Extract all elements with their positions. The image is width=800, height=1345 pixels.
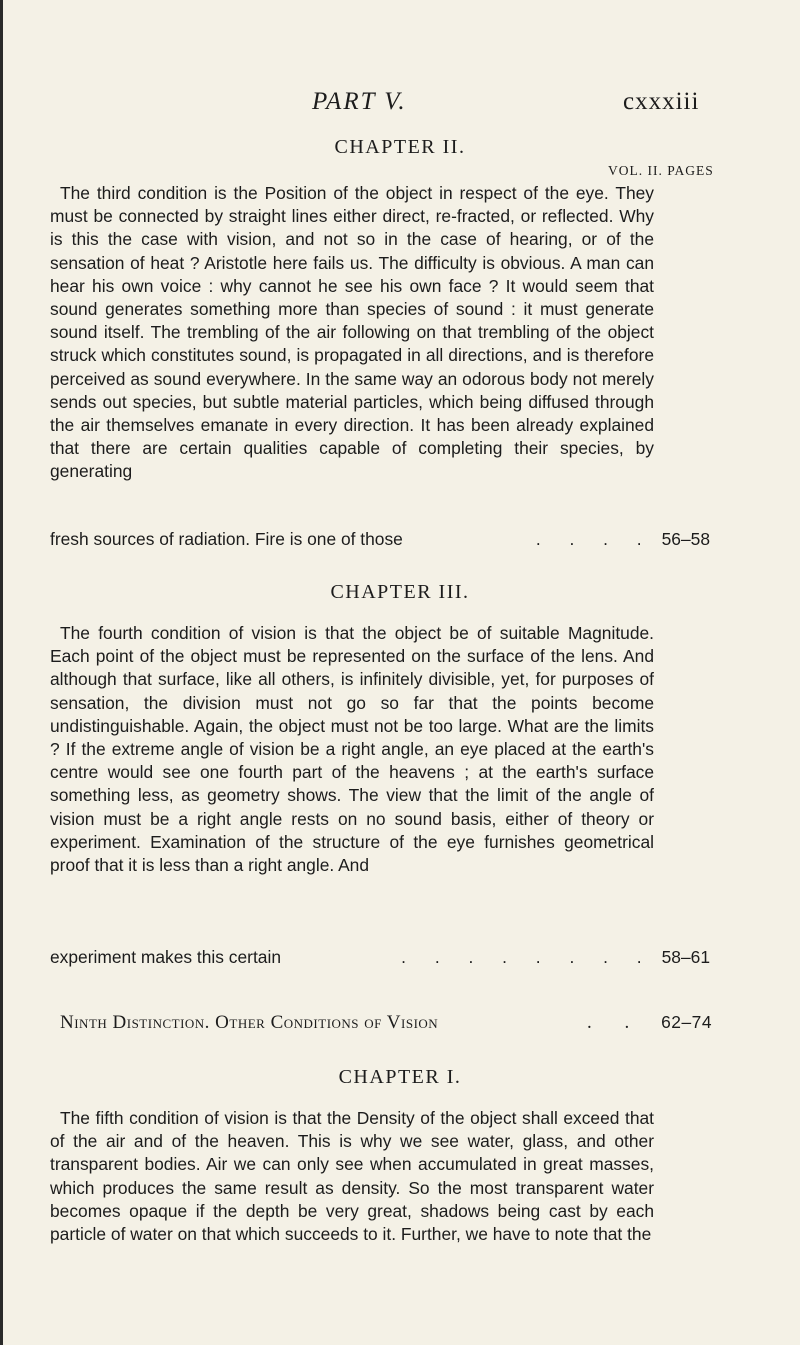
chapter-iii-pages: 58–61 (661, 947, 710, 967)
chapter-ii-pages: 56–58 (661, 529, 710, 549)
chapter-iii-heading: CHAPTER III. (330, 581, 470, 603)
chapter-ii-leaders: . . . . (535, 529, 654, 549)
chapter-iii-leaders: . . . . . . . . (401, 947, 654, 967)
page-edge-shadow (0, 0, 3, 1345)
chapter-iii-last-line-text: experiment makes this certain (50, 947, 282, 967)
ninth-distinction-title: Ninth Distinction. Other Conditions of Vision (60, 1012, 439, 1033)
ninth-distinction-entry (60, 1012, 712, 1034)
chapter-iii-last-line (50, 946, 710, 969)
chapter-ii-last-line (50, 528, 710, 551)
vol-pages-column-label: VOL. II. PAGES (608, 163, 714, 178)
chapter-iii-text: The fourth condition of vision is that the object be of suitable Magnitude. Each point of the object must be represented on the surface of the lens. And although that surface, like all others, is infinitely divisible, yet, for purposes of sensation, the division must not go so far that the points become undistinguishable. Again, the object must not be too large. What are the limits ? If the extreme angle of vision be a right angle, an eye placed at the earth's centre would see one fourth part of the heavens ; at the earth's surface something less, as geometry shows. The view that the limit of the angle of vision must be a right angle rests on no sound basis, either of theory or experiment. Examination of the structure of the eye furnishes geometrical proof that it is less than a right angle. And (50, 623, 654, 876)
chapter-ii-last-line-text: fresh sources of radiation. Fire is one of those (50, 529, 403, 549)
chapter-i-heading: CHAPTER I. (338, 1066, 462, 1088)
ninth-distinction-pages: 62–74 (661, 1012, 712, 1032)
running-head (0, 88, 800, 124)
ninth-distinction-leaders: . . (587, 1012, 644, 1033)
chapter-ii-text: The third condition is the Position of the object in respect of the eye. They must be connected by straight lines either direct, re-fracted, or reflected. Why is this the case with vision, and not so in the case of hearing, or of the sensation of heat ? Aristotle here fails us. The difficulty is obvious. A man can hear his own voice : why cannot he see his own face ? It would seem that sound generates something more than species of sound : it must generate sound itself. The trembling of the air following on that trembling of the object struck which constitutes sound, is propagated in all directions, and is therefore perceived as sound everywhere. In the same way an odorous body not merely sends out species, but subtle material particles, which being diffused through the air themselves emanate in every direction. It has been already explained that there are certain qualities capable of completing their species, by generating (50, 183, 654, 482)
running-head-part: PART V. (312, 88, 407, 115)
page-number: cxxxiii (623, 88, 700, 115)
chapter-i-text: The fifth condition of vision is that the Density of the object shall exceed that of the air and of the heaven. This is why we see water, glass, and other transparent bodies. Air we can only see when accumulated in great masses, which produces the same result as density. So the most transparent water becomes opaque if the depth be very great, shadows being cast by each particle of water on that which succeeds to it. Further, we have to note that the (50, 1108, 654, 1245)
chapter-ii-heading: CHAPTER II. (334, 136, 466, 158)
